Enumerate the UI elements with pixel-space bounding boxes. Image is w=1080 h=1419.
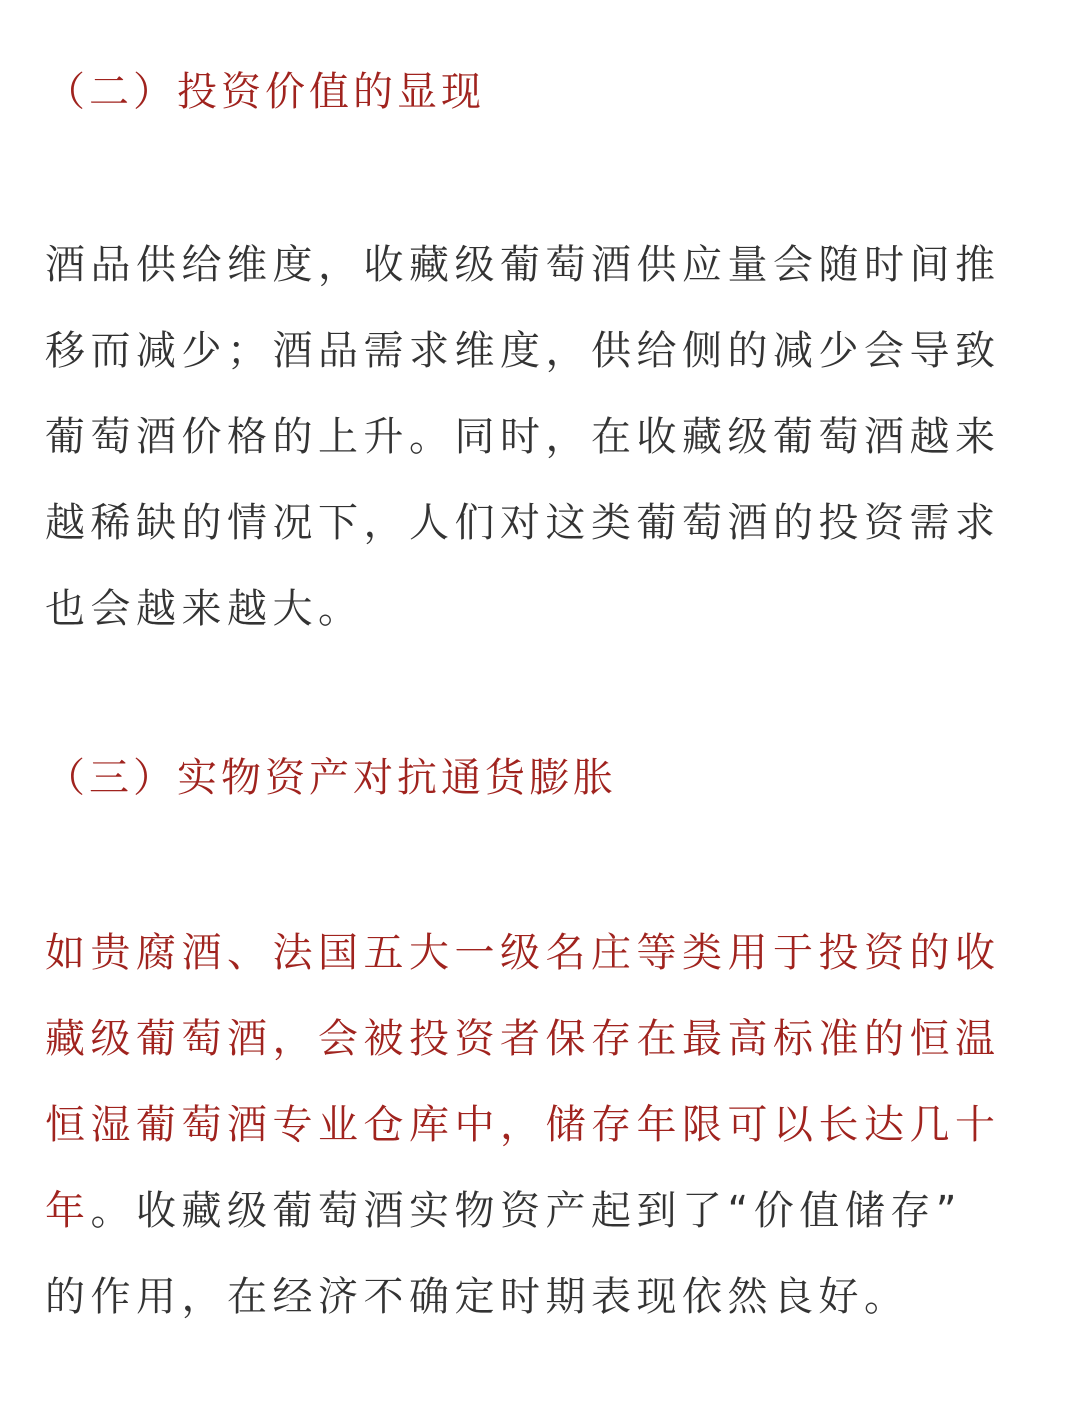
- text-line: [45, 308, 1037, 394]
- text-segment: 年: [45, 1188, 91, 1234]
- text-segment: 酒品供给维度，收藏级葡萄酒供应量会随时间推: [45, 242, 1001, 288]
- text-line: [45, 566, 1037, 652]
- section-heading-inflation-hedge: [45, 748, 1037, 808]
- heading-text: （三）实物资产对抗通货膨胀: [45, 755, 617, 801]
- text-line: [45, 910, 1037, 996]
- text-line: [45, 480, 1037, 566]
- text-segment: 藏级葡萄酒，会被投资者保存在最高标准的恒温: [45, 1016, 1001, 1062]
- text-line: [45, 1168, 1037, 1254]
- text-segment: 越稀缺的情况下，人们对这类葡萄酒的投资需求: [45, 500, 1001, 546]
- text-segment: 也会越来越大。: [45, 586, 364, 632]
- text-line: [45, 222, 1037, 308]
- text-segment: 移而减少；酒品需求维度，供给侧的减少会导致: [45, 328, 1001, 374]
- text-line: [45, 394, 1037, 480]
- text-segment: 恒湿葡萄酒专业仓库中，储存年限可以长达几十: [45, 1102, 1001, 1148]
- text-segment: 的作用，在经济不确定时期表现依然良好。: [45, 1274, 910, 1320]
- text-segment: 葡萄酒价格的上升。同时，在收藏级葡萄酒越来: [45, 414, 1001, 460]
- text-line: [45, 1082, 1037, 1168]
- text-segment: 。收藏级葡萄酒实物资产起到了“价值储存”: [90, 1188, 962, 1234]
- section-heading-investment-value: [45, 62, 1037, 122]
- text-segment: 如贵腐酒、法国五大一级名庄等类用于投资的收: [45, 930, 1001, 976]
- paragraph-investment-value: [45, 222, 1037, 652]
- paragraph-inflation-hedge: [45, 910, 1037, 1340]
- heading-text: （二）投资价值的显现: [45, 69, 485, 115]
- text-line: [45, 996, 1037, 1082]
- text-line: [45, 1254, 1037, 1340]
